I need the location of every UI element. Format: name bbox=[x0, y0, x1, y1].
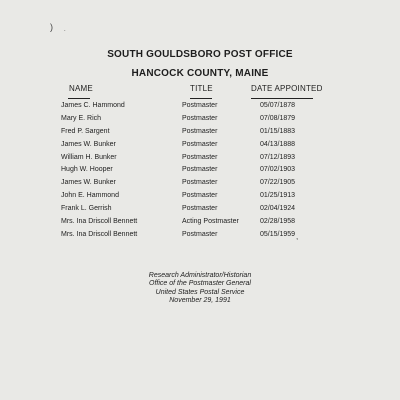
column-header-name: NAME bbox=[69, 84, 93, 93]
footer-line: Research Administrator/Historian bbox=[148, 272, 252, 279]
header-underline-date bbox=[251, 98, 313, 99]
table-row bbox=[0, 115, 400, 128]
footer-line: United States Postal Service bbox=[155, 288, 245, 296]
stray-mark: , bbox=[296, 232, 299, 241]
cell-name: Hugh W. Hooper bbox=[61, 166, 113, 174]
cell-date: 02/28/1958 bbox=[260, 218, 296, 226]
cell-date: 07/08/1879 bbox=[260, 114, 296, 122]
header-underline-title bbox=[190, 98, 212, 99]
column-header-title: TITLE bbox=[190, 84, 213, 93]
cell-date: 01/25/1913 bbox=[260, 192, 296, 200]
cell-title: Postmaster bbox=[182, 102, 218, 109]
cell-date: 07/12/1893 bbox=[260, 153, 296, 161]
cell-name: Frank L. Gerrish bbox=[61, 205, 112, 213]
cell-title: Postmaster bbox=[182, 153, 218, 161]
table-row bbox=[0, 231, 400, 244]
table-row bbox=[0, 192, 400, 205]
cell-title: Postmaster bbox=[182, 114, 218, 122]
cell-date: 01/15/1883 bbox=[260, 127, 296, 135]
cell-date: 07/02/1903 bbox=[260, 166, 296, 174]
header-underline-name bbox=[68, 98, 90, 99]
cell-name: James C. Hammond bbox=[61, 102, 125, 109]
cell-title: Acting Postmaster bbox=[182, 218, 239, 226]
table-row bbox=[0, 179, 400, 192]
stray-mark: ) bbox=[50, 22, 53, 32]
cell-date: 02/04/1924 bbox=[260, 205, 296, 213]
cell-name: James W. Bunker bbox=[61, 179, 116, 187]
cell-title: Postmaster bbox=[182, 230, 218, 238]
cell-name: Fred P. Sargent bbox=[61, 127, 110, 135]
column-header-date: DATE APPOINTED bbox=[251, 84, 323, 93]
table-row bbox=[0, 141, 400, 154]
cell-name: William H. Bunker bbox=[61, 153, 117, 161]
table-row bbox=[0, 102, 400, 115]
table-row bbox=[0, 154, 400, 167]
stray-dot: . bbox=[64, 27, 66, 33]
document-title: SOUTH GOULDSBORO POST OFFICE bbox=[107, 49, 293, 60]
cell-date: 05/15/1959 bbox=[260, 230, 296, 238]
cell-date: 05/07/1878 bbox=[260, 102, 296, 109]
table-row bbox=[0, 205, 400, 218]
cell-name: Mrs. Ina Driscoll Bennett bbox=[61, 230, 138, 238]
footer-line: Office of the Postmaster General bbox=[149, 280, 251, 288]
cell-name: Mary E. Rich bbox=[61, 114, 102, 122]
table-row bbox=[0, 218, 400, 231]
cell-date: 04/13/1888 bbox=[260, 140, 296, 148]
table-row bbox=[0, 166, 400, 179]
cell-name: John E. Hammond bbox=[61, 192, 119, 200]
document-subtitle: HANCOCK COUNTY, MAINE bbox=[131, 68, 269, 79]
signature-block bbox=[0, 272, 400, 306]
cell-title: Postmaster bbox=[182, 140, 218, 148]
postmaster-table bbox=[0, 102, 400, 244]
table-row bbox=[0, 128, 400, 141]
cell-name: James W. Bunker bbox=[61, 140, 116, 148]
cell-title: Postmaster bbox=[182, 166, 218, 174]
cell-title: Postmaster bbox=[182, 205, 218, 213]
cell-title: Postmaster bbox=[182, 179, 218, 187]
cell-date: 07/22/1905 bbox=[260, 179, 296, 187]
cell-title: Postmaster bbox=[182, 192, 218, 200]
footer-line: November 29, 1991 bbox=[169, 297, 231, 305]
cell-name: Mrs. Ina Driscoll Bennett bbox=[61, 218, 138, 226]
cell-title: Postmaster bbox=[182, 127, 218, 135]
